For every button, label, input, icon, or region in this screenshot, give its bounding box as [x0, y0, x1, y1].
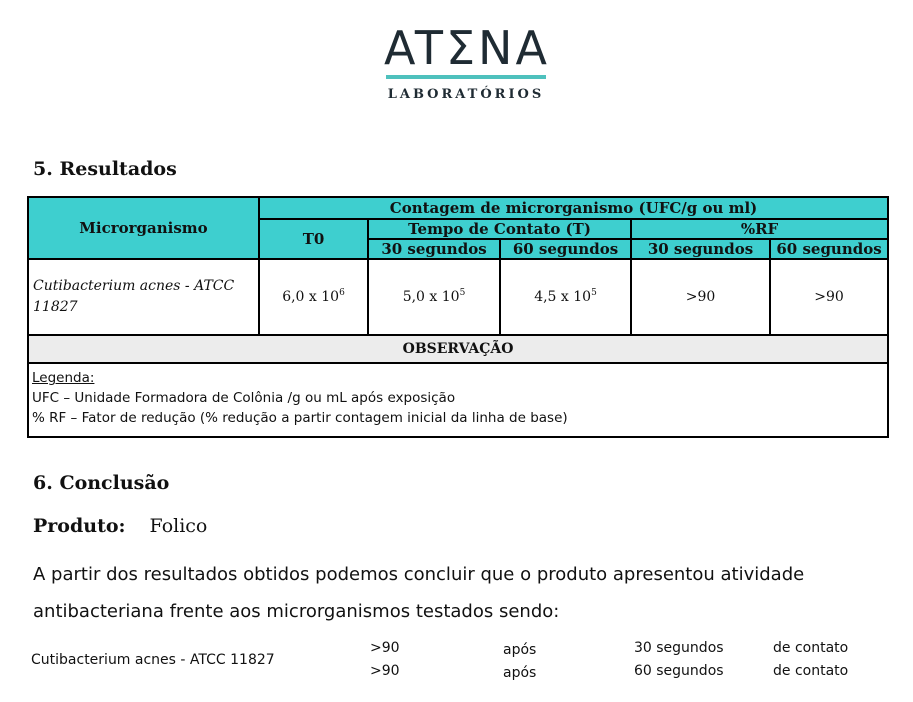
- legend-box: [28, 363, 888, 437]
- conclusion-results: [0, 636, 913, 686]
- conclusion-contact: de contato: [773, 640, 849, 656]
- section-title-resultados: 5. Resultados: [33, 158, 177, 180]
- produto-value: Folico: [149, 515, 208, 537]
- company-logo: [384, 22, 548, 102]
- legend-title: Legenda:: [32, 370, 95, 386]
- results-table: [27, 196, 889, 438]
- value-t0: 6,0 x $10^6$: [259, 259, 368, 335]
- value-rf-60s: >90: [770, 259, 888, 335]
- value-30s: 5,0 x $10^5$: [368, 259, 500, 335]
- produto-line: [33, 515, 207, 537]
- legend-rf: % RF – Fator de redução (% redução a partir contagem inicial da linha de base): [32, 410, 568, 426]
- organism-name: Cutibacterium acnes - ATCC 11827: [28, 259, 259, 335]
- conclusion-paragraph: A partir dos resultados obtidos podemos concluir que o produto apresentou atividade antibacteriana frente aos microrganismos testados sendo:: [33, 564, 805, 622]
- header-60s: 60 segundos: [500, 239, 631, 259]
- conclusion-apos: após: [503, 642, 537, 658]
- header-30s: 30 segundos: [368, 239, 500, 259]
- header-contagem: Contagem de microrganismo (UFC/g ou ml): [259, 197, 888, 219]
- conclusion-value: >90: [370, 663, 400, 679]
- section-title-conclusao: 6. Conclusão: [33, 472, 170, 494]
- conclusion-time: 60 segundos: [634, 663, 724, 679]
- header-rf: %RF: [631, 219, 888, 239]
- logo-accent-bar: [386, 75, 546, 79]
- conclusion-contact: de contato: [773, 663, 849, 679]
- conclusion-apos: após: [503, 665, 537, 681]
- observacao-header: OBSERVAÇÃO: [28, 335, 888, 363]
- header-tempo-contato: Tempo de Contato (T): [368, 219, 631, 239]
- conclusion-organism: Cutibacterium acnes - ATCC 11827: [31, 652, 275, 668]
- header-microrganismo: Microrganismo: [28, 197, 259, 259]
- conclusion-value: >90: [370, 640, 400, 656]
- header-rf-30s: 30 segundos: [631, 239, 770, 259]
- conclusion-time: 30 segundos: [634, 640, 724, 656]
- logo-wordmark: ATΣNA: [384, 21, 550, 75]
- legend-ufc: UFC – Unidade Formadora de Colônia /g ou mL após exposição: [32, 390, 456, 406]
- table-row: [28, 259, 888, 335]
- header-t0: T0: [259, 219, 368, 259]
- value-rf-30s: >90: [631, 259, 770, 335]
- produto-label: Produto:: [33, 515, 126, 537]
- logo-subtitle: LABORATÓRIOS: [387, 87, 545, 102]
- value-60s: 4,5 x $10^5$: [500, 259, 631, 335]
- header-rf-60s: 60 segundos: [770, 239, 888, 259]
